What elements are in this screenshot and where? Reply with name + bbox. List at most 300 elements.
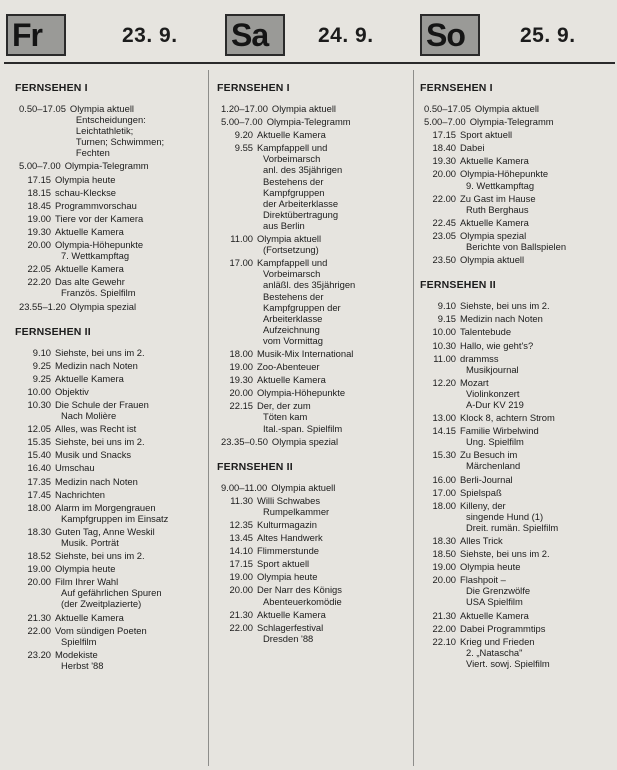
- program-title: Musik-Mix International: [257, 347, 354, 359]
- program-time: 21.30: [229, 608, 253, 620]
- program-title: Film Ihrer Wahl: [55, 576, 119, 588]
- program-title: Kampfappell und: [257, 142, 328, 154]
- program-time: 18.00: [229, 347, 253, 359]
- program-time: 14.10: [229, 545, 253, 557]
- program-entry: [13, 174, 205, 185]
- program-entry: [418, 610, 615, 621]
- program-entry: [13, 576, 205, 609]
- program-entry: [13, 239, 205, 261]
- program-titles: [55, 423, 205, 434]
- program-titles: [55, 563, 205, 574]
- program-title: Olympia aktuell: [271, 481, 336, 493]
- program-title: Siehste, bei uns im 2.: [55, 550, 145, 562]
- program-subtitle: Die Grenzwölfe: [466, 585, 531, 597]
- day-badge-sunday: So: [420, 14, 480, 56]
- program-time: 11.00: [433, 352, 456, 364]
- program-time: 19.30: [27, 225, 51, 237]
- channel-heading: FERNSEHEN I: [420, 82, 493, 94]
- program-subtitle: 2. „Natascha": [466, 646, 523, 658]
- program-entry: [418, 116, 615, 127]
- program-entry: [418, 340, 615, 351]
- program-entry: [215, 116, 410, 127]
- program-titles: [257, 558, 410, 569]
- program-titles: [55, 263, 205, 274]
- program-subtitle: Aufzeichnung: [263, 323, 320, 335]
- program-time: 20.00: [229, 387, 253, 399]
- program-entry: [418, 230, 615, 252]
- program-title: Aktuelle Kamera: [55, 372, 124, 384]
- program-time: 17.15: [432, 129, 456, 141]
- program-entry: [13, 373, 205, 384]
- program-titles: [460, 425, 615, 447]
- program-entry: [13, 263, 205, 274]
- program-entry: [13, 386, 205, 397]
- program-entry: [418, 449, 615, 471]
- program-titles: [257, 519, 410, 530]
- program-entry: [13, 226, 205, 237]
- program-time: 9.15: [437, 313, 456, 325]
- program-title: Olympia spezial: [460, 229, 527, 241]
- program-entry: [215, 558, 410, 569]
- program-titles: [257, 233, 410, 255]
- program-time: 18.45: [27, 199, 51, 211]
- program-titles: [460, 313, 615, 324]
- program-entry: [215, 129, 410, 140]
- program-time: 11.30: [230, 494, 253, 506]
- program-subtitle: Bestehens der: [263, 290, 324, 302]
- program-titles: [55, 386, 205, 397]
- program-entry: [418, 168, 615, 190]
- program-title: Krieg und Frieden: [460, 635, 535, 647]
- program-titles: [55, 187, 205, 198]
- program-title: Nachrichten: [55, 488, 106, 500]
- program-subtitle: Kampfgruppen im Einsatz: [61, 512, 169, 524]
- program-time: 19.30: [432, 155, 456, 167]
- program-time: 0.50–17.05: [19, 103, 66, 114]
- program-titles: [460, 193, 615, 215]
- program-entry: [13, 489, 205, 500]
- program-subtitle: A-Dur KV 219: [466, 398, 524, 410]
- day-date-saturday: 24. 9.: [318, 24, 374, 47]
- program-title: Zu Gast im Hause: [460, 192, 536, 204]
- program-titles: [460, 340, 615, 351]
- program-entry: [418, 254, 615, 265]
- program-entry: [13, 423, 205, 434]
- program-subtitle: Abenteuerkomödie: [263, 595, 342, 607]
- program-subtitle: Auf gefährlichen Spuren: [61, 587, 162, 599]
- program-titles: [257, 545, 410, 556]
- program-title: Altes Handwerk: [257, 532, 323, 544]
- program-entry: [418, 155, 615, 166]
- program-titles: [257, 584, 410, 606]
- program-titles: [257, 142, 410, 231]
- program-entry: [13, 625, 205, 647]
- program-subtitle: Musikjournal: [466, 363, 519, 375]
- program-titles: [70, 103, 205, 158]
- program-entry: [418, 548, 615, 559]
- program-title: Dabei: [460, 142, 485, 154]
- program-title: Siehste, bei uns im 2.: [55, 436, 145, 448]
- program-titles: [460, 574, 615, 607]
- program-time: 9.25: [32, 359, 51, 371]
- program-entry: [13, 301, 205, 312]
- program-entry: [418, 193, 615, 215]
- program-time: 23.35–0.50: [221, 435, 268, 447]
- day-header-saturday: [205, 8, 410, 58]
- program-time: 9.10: [437, 300, 456, 312]
- program-subtitle: 7. Wettkampftag: [61, 250, 130, 262]
- program-entry: [215, 374, 410, 385]
- program-entry: [418, 142, 615, 153]
- program-time: 17.15: [229, 558, 253, 570]
- program-time: 12.35: [229, 519, 253, 530]
- program-titles: [460, 129, 615, 140]
- program-titles: [460, 254, 615, 265]
- program-entry: [13, 213, 205, 224]
- program-time: 18.00: [27, 501, 51, 513]
- program-entry: [13, 449, 205, 460]
- program-titles: [460, 610, 615, 621]
- program-subtitle: der Arbeiterklasse: [263, 197, 339, 209]
- program-title: Familie Wirbelwind: [460, 425, 539, 437]
- program-entry: [215, 584, 410, 606]
- program-titles: [267, 116, 410, 127]
- program-subtitle: Direktübertragung: [263, 208, 339, 220]
- program-titles: [460, 561, 615, 572]
- program-title: Vom sündigen Poeten: [55, 624, 147, 636]
- program-time: 12.20: [432, 376, 456, 388]
- program-subtitle: Dreit. rumän. Spielfilm: [466, 521, 559, 533]
- day-header-friday: [0, 8, 205, 58]
- program-entry: [215, 257, 410, 346]
- program-entry: [13, 347, 205, 358]
- program-title: Dabei Programmtips: [460, 622, 546, 634]
- program-entry: [418, 487, 615, 498]
- program-entry: [418, 412, 615, 423]
- program-titles: [55, 612, 205, 623]
- program-subtitle: Nach Molière: [61, 410, 117, 422]
- program-time: 10.00: [27, 385, 51, 397]
- schedule-column-sunday: [418, 76, 615, 671]
- program-title: Medizin nach Noten: [55, 359, 138, 371]
- program-entry: [418, 574, 615, 607]
- program-titles: [55, 449, 205, 460]
- program-title: Kulturmagazin: [257, 519, 317, 530]
- program-subtitle: Musik. Porträt: [61, 537, 119, 548]
- program-time: 12.05: [27, 423, 51, 435]
- program-titles: [257, 361, 410, 372]
- program-titles: [460, 326, 615, 337]
- program-entry: [418, 377, 615, 410]
- program-time: 17.15: [27, 173, 51, 185]
- program-time: 9.25: [32, 372, 51, 384]
- program-titles: [257, 532, 410, 543]
- program-title: Klock 8, achtern Strom: [460, 412, 555, 424]
- program-title: Olympia heute: [55, 173, 116, 185]
- program-entry: [13, 526, 205, 548]
- program-subtitle: Viert. sowj. Spielfilm: [466, 657, 550, 669]
- program-time: 17.45: [27, 488, 51, 500]
- program-time: 19.00: [27, 563, 51, 575]
- program-entry: [418, 103, 615, 114]
- program-entry: [418, 313, 615, 324]
- program-time: 19.00: [229, 361, 253, 373]
- program-time: 23.20: [27, 648, 51, 660]
- program-titles: [257, 571, 410, 582]
- program-title: Modekiste: [55, 648, 98, 660]
- program-time: 22.00: [229, 621, 253, 633]
- program-title: Aktuelle Kamera: [257, 374, 326, 386]
- program-time: 16.40: [27, 462, 51, 474]
- program-time: 17.00: [432, 486, 456, 498]
- program-subtitle: Turnen; Schwimmen;: [75, 136, 165, 148]
- program-entry: [215, 348, 410, 359]
- program-time: 19.00: [229, 571, 253, 583]
- program-titles: [55, 226, 205, 237]
- program-time: 22.00: [432, 622, 456, 634]
- program-subtitle: aus Berlin: [263, 219, 305, 231]
- program-subtitle: anläßl. des 35jährigen: [263, 279, 356, 291]
- program-title: Sport aktuell: [460, 129, 513, 141]
- program-entry: [418, 326, 615, 337]
- program-subtitle: Violinkonzert: [466, 387, 520, 399]
- program-title: Mozart: [460, 376, 489, 388]
- column-divider: [208, 70, 209, 766]
- program-entry: [215, 571, 410, 582]
- program-title: Olympia-Höhepunkte: [460, 168, 549, 180]
- program-titles: [257, 129, 410, 140]
- program-title: Olympia aktuell: [69, 103, 135, 114]
- program-titles: [460, 623, 615, 634]
- program-title: Killeny, der: [460, 499, 506, 511]
- program-entry: [215, 436, 410, 447]
- program-subtitle: anl. des 35jährigen: [263, 164, 343, 176]
- program-title: Zu Besuch im: [460, 449, 518, 461]
- program-title: Olympia-Telegramm: [64, 160, 149, 172]
- program-titles: [257, 387, 410, 398]
- program-titles: [257, 622, 410, 644]
- program-subtitle: vom Vormittag: [263, 334, 323, 346]
- channel-heading: FERNSEHEN I: [15, 82, 88, 94]
- program-entry: [418, 129, 615, 140]
- program-subtitle: Töten kam: [263, 411, 308, 423]
- program-subtitle: Vorbeimarsch: [263, 268, 321, 280]
- program-title: Olympia aktuell: [460, 254, 525, 266]
- program-title: Olympia-Telegramm: [266, 116, 351, 128]
- program-time: 15.40: [27, 449, 51, 461]
- program-title: Olympia heute: [460, 561, 521, 573]
- program-titles: [55, 625, 205, 647]
- program-title: Olympia spezial: [69, 300, 137, 312]
- program-titles: [460, 230, 615, 252]
- program-titles: [70, 301, 205, 312]
- program-title: Olympia spezial: [271, 435, 339, 447]
- program-title: Alarm im Morgengrauen: [55, 501, 156, 513]
- program-titles: [257, 374, 410, 385]
- program-entry: [13, 649, 205, 671]
- program-title: Olympia heute: [55, 563, 116, 575]
- program-entry: [418, 535, 615, 546]
- program-title: Guten Tag, Anne Weskil: [55, 525, 155, 537]
- program-time: 17.00: [229, 257, 253, 269]
- column-divider: [413, 70, 414, 766]
- program-titles: [460, 412, 615, 423]
- program-title: Aktuelle Kamera: [460, 216, 529, 228]
- program-entry: [215, 361, 410, 372]
- program-entry: [215, 609, 410, 620]
- program-time: 21.30: [27, 611, 51, 623]
- program-titles: [460, 487, 615, 498]
- program-time: 18.30: [27, 525, 51, 537]
- day-date-sunday: 25. 9.: [520, 24, 576, 47]
- program-title: Olympia-Höhepunkte: [55, 239, 144, 251]
- program-titles: [55, 462, 205, 473]
- program-title: Schlagerfestival: [257, 621, 324, 633]
- program-titles: [460, 474, 615, 485]
- channel-heading: FERNSEHEN II: [217, 460, 293, 473]
- program-title: Flashpoit –: [460, 574, 506, 586]
- program-titles: [257, 348, 410, 359]
- program-title: drammss: [460, 352, 499, 364]
- program-time: 20.00: [27, 239, 51, 251]
- program-titles: [460, 548, 615, 559]
- program-title: Kampfappell und: [257, 257, 328, 269]
- program-title: Olympia aktuell: [257, 233, 322, 245]
- program-entry: [13, 436, 205, 447]
- program-subtitle: Rumpelkammer: [263, 505, 330, 517]
- program-titles: [55, 649, 205, 671]
- program-titles: [460, 353, 615, 375]
- program-time: 19.30: [229, 374, 253, 386]
- program-title: Aktuelle Kamera: [257, 129, 326, 141]
- program-time: 10.30: [27, 398, 51, 410]
- program-subtitle: Kampfgruppen: [263, 186, 325, 198]
- program-title: Programmvorschau: [55, 199, 137, 211]
- day-date-friday: 23. 9.: [122, 24, 178, 47]
- program-subtitle: Arbeiterklasse: [263, 312, 323, 324]
- program-titles: [257, 400, 410, 433]
- program-entry: [215, 103, 410, 114]
- program-entry: [13, 399, 205, 421]
- program-title: Aktuelle Kamera: [55, 263, 124, 275]
- program-title: Hallo, wie geht's?: [460, 339, 534, 351]
- program-title: Die Schule der Frauen: [55, 398, 149, 410]
- program-title: Siehste, bei uns im 2.: [460, 300, 550, 312]
- program-titles: [272, 436, 410, 447]
- program-titles: [55, 399, 205, 421]
- program-subtitle: Ital.-span. Spielfilm: [263, 422, 343, 434]
- program-titles: [460, 168, 615, 190]
- channel-heading: FERNSEHEN I: [217, 82, 290, 94]
- channel-heading: FERNSEHEN II: [420, 279, 496, 292]
- program-entry: [215, 387, 410, 398]
- program-titles: [470, 116, 615, 127]
- program-title: Olympia-Höhepunkte: [257, 387, 346, 399]
- program-title: Tiere vor der Kamera: [55, 212, 144, 224]
- program-subtitle: Herbst '88: [61, 659, 104, 671]
- program-subtitle: Bestehens der: [263, 175, 324, 187]
- program-titles: [460, 155, 615, 166]
- program-time: 5.00–7.00: [221, 116, 263, 128]
- header-divider: [4, 62, 615, 64]
- program-entry: [215, 233, 410, 255]
- program-title: Medizin nach Noten: [55, 475, 138, 487]
- program-titles: [55, 550, 205, 561]
- program-entry: [13, 200, 205, 211]
- program-titles: [460, 636, 615, 669]
- program-subtitle: USA Spielfilm: [466, 596, 523, 608]
- program-time: 20.00: [432, 574, 456, 586]
- program-titles: [475, 103, 615, 114]
- program-title: Willi Schwabes: [257, 494, 321, 506]
- program-title: Olympia aktuell: [474, 103, 540, 114]
- day-badge-saturday: Sa: [225, 14, 285, 56]
- program-title: Zoo-Abenteuer: [257, 361, 320, 373]
- program-time: 22.10: [432, 635, 456, 647]
- program-time: 18.15: [27, 186, 51, 198]
- program-time: 18.00: [432, 499, 456, 511]
- program-entry: [13, 276, 205, 298]
- program-titles: [460, 500, 615, 533]
- program-titles: [55, 213, 205, 224]
- program-entry: [418, 474, 615, 485]
- program-title: Sport aktuell: [257, 558, 310, 570]
- program-title: Siehste, bei uns im 2.: [55, 346, 145, 358]
- program-title: Der, der zum: [257, 400, 311, 412]
- schedule-column-friday: [13, 76, 205, 673]
- program-titles: [460, 300, 615, 311]
- program-time: 18.52: [27, 550, 51, 562]
- program-time: 23.50: [432, 254, 456, 266]
- program-entry: [418, 636, 615, 669]
- program-time: 11.00: [230, 233, 253, 245]
- program-titles: [55, 526, 205, 548]
- program-time: 18.40: [432, 142, 456, 154]
- program-time: 22.20: [27, 276, 51, 288]
- schedule-column-saturday: [215, 76, 410, 646]
- program-time: 5.00–7.00: [424, 116, 466, 128]
- day-header-sunday: [410, 8, 617, 58]
- program-subtitle: Vorbeimarsch: [263, 153, 321, 165]
- program-entry: [418, 425, 615, 447]
- program-title: Talentebude: [460, 326, 512, 338]
- program-titles: [460, 377, 615, 410]
- program-titles: [55, 174, 205, 185]
- program-titles: [55, 489, 205, 500]
- program-time: 19.00: [432, 561, 456, 573]
- program-title: Das alte Gewehr: [55, 276, 125, 288]
- program-time: 22.15: [229, 400, 253, 412]
- program-time: 9.10: [32, 346, 51, 358]
- program-entry: [215, 495, 410, 517]
- program-title: Siehste, bei uns im 2.: [460, 548, 550, 560]
- program-entry: [13, 462, 205, 473]
- program-entry: [13, 187, 205, 198]
- program-time: 18.30: [432, 535, 456, 546]
- program-time: 10.00: [432, 326, 456, 338]
- program-entry: [418, 217, 615, 228]
- program-time: 15.35: [27, 436, 51, 448]
- program-entry: [215, 622, 410, 644]
- program-time: 13.45: [229, 532, 253, 544]
- program-title: Olympia heute: [257, 571, 318, 583]
- program-title: Spielspaß: [460, 486, 502, 498]
- program-title: Aktuelle Kamera: [257, 608, 326, 620]
- program-titles: [257, 495, 410, 517]
- program-titles: [55, 476, 205, 487]
- program-title: schau-Kleckse: [55, 186, 116, 198]
- program-entry: [418, 623, 615, 634]
